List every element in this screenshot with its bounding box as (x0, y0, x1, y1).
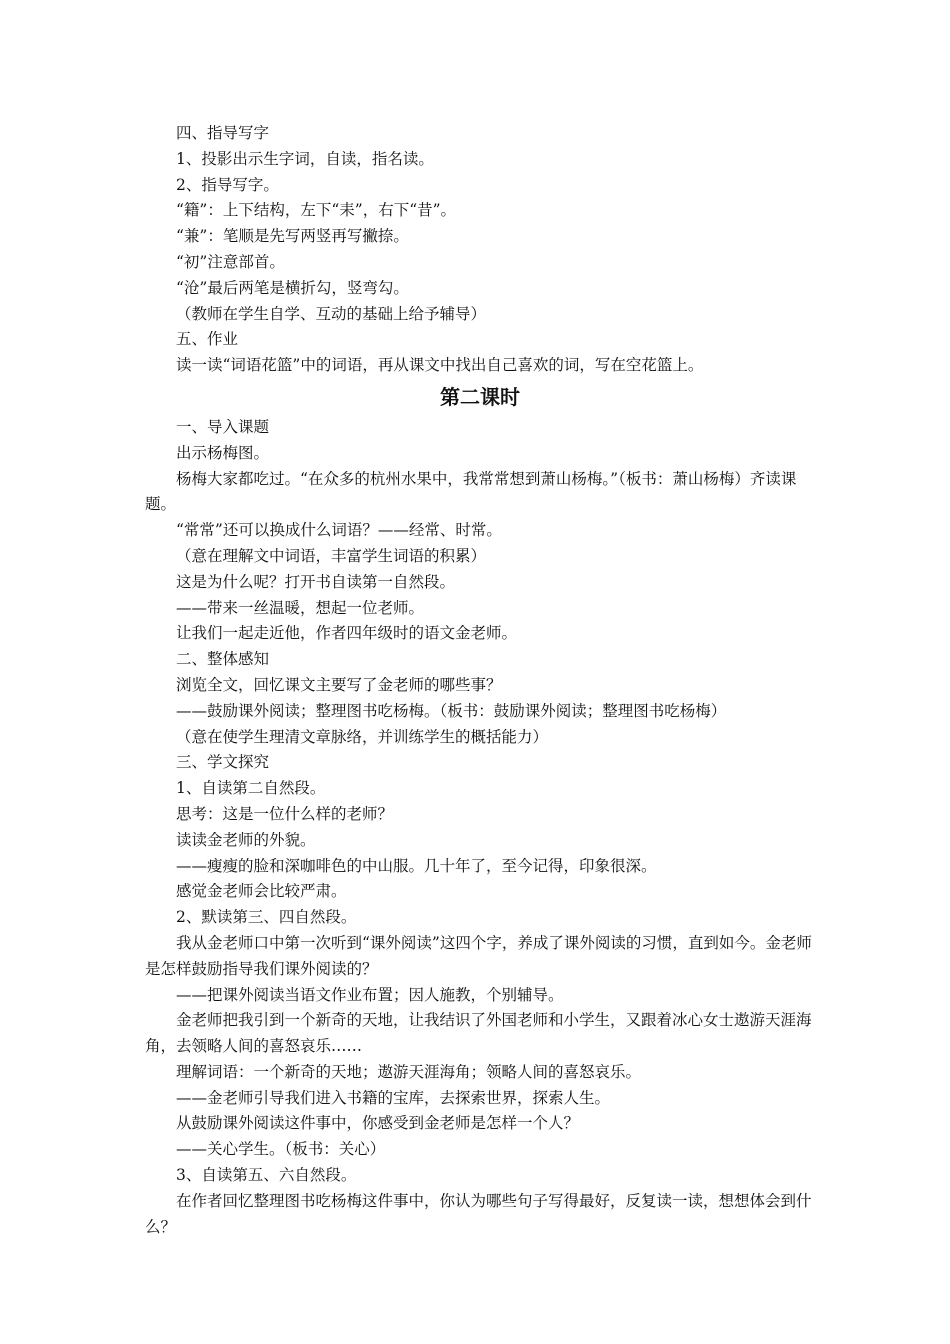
paragraph-line: ——鼓励课外阅读；整理图书吃杨梅。（板书：鼓励课外阅读；整理图书吃杨梅） (176, 701, 727, 720)
paragraph-line: 读读金老师的外貌。 (176, 830, 316, 849)
paragraph-wrapped: 我从金老师口中第一次听到“课外阅读”这四个字，养成了课外阅读的习惯，直到如今。金老师是怎样鼓励指导我们课外阅读的？ (145, 933, 812, 978)
paragraph-line: ——金老师引导我们进入书籍的宝库，去探索世界，探索人生。 (176, 1088, 611, 1107)
paragraph-line: “兼”：笔顺是先写两竖再写撇捺。 (176, 227, 409, 246)
paragraph-line: 出示杨梅图。 (176, 443, 270, 462)
paragraph-line: （意在理解文中词语，丰富学生词语的积累） (176, 546, 487, 565)
paragraph-line: ——带来一丝温暖，想起一位老师。 (176, 598, 425, 617)
paragraph-line: 浏览全文，回忆课文主要写了金老师的哪些事？ (176, 675, 502, 694)
paragraph-line: 1、投影出示生字词，自读，指名读。 (176, 149, 434, 168)
paragraph-line: “常常”还可以换成什么词语？——经常、时常。 (176, 521, 502, 540)
paragraph-line: 2、指导写字。 (176, 175, 279, 194)
paragraph-line: （意在使学生理清文章脉络，并训练学生的概括能力） (176, 727, 549, 746)
paragraph-line: 从鼓励课外阅读这件事中，你感受到金老师是怎样一个人？ (176, 1114, 580, 1133)
paragraph-line: 让我们一起走近他，作者四年级时的语文金老师。 (176, 624, 518, 643)
paragraph-line: ——瘦瘦的脸和深咖啡色的中山服。几十年了，至今记得，印象很深。 (176, 856, 657, 875)
paragraph-line: 理解词语：一个新奇的天地；遨游天涯海角；领略人间的喜怒哀乐。 (176, 1062, 642, 1081)
paragraph-line: ——把课外阅读当语文作业布置；因人施教，个别辅导。 (176, 985, 564, 1004)
section-heading-intro: 一、导入课题 (176, 417, 270, 436)
document-page (145, 121, 815, 1240)
paragraph-line: ——关心学生。（板书：关心） (176, 1140, 386, 1159)
paragraph-line: “沧”最后两笔是横折勾，竖弯勾。 (176, 278, 409, 297)
paragraph-line: 这是为什么呢？打开书自读第一自然段。 (176, 572, 456, 591)
paragraph-line: 1、自读第二自然段。 (176, 779, 326, 798)
paragraph-wrapped: 金老师把我引到一个新奇的天地，让我结识了外国老师和小学生，又跟着冰心女士遨游天涯海角，去领略人间的喜怒哀乐…… (145, 1011, 812, 1056)
section-heading-writing: 四、指导写字 (176, 124, 270, 142)
paragraph-line: 读一读“词语花篮”中的词语，再从课文中找出自己喜欢的词，写在空花篮上。 (176, 356, 704, 375)
paragraph-line: “初”注意部首。 (176, 252, 285, 271)
paragraph-line: （教师在学生自学、互动的基础上给予辅导） (176, 304, 487, 323)
paragraph-line: 3、自读第五、六自然段。 (176, 1166, 357, 1185)
section-heading-study: 三、学文探究 (176, 753, 270, 772)
section-heading-homework: 五、作业 (176, 330, 239, 349)
section-heading-overview: 二、整体感知 (176, 650, 270, 669)
paragraph-wrapped: 杨梅大家都吃过。“在众多的杭州水果中，我常常想到萧山杨梅。”（板书：萧山杨梅）齐读课题。 (145, 469, 797, 514)
lesson-heading: 第二课时 (440, 384, 520, 409)
paragraph-line: “籍”：上下结构，左下“耒”，右下“昔”。 (176, 201, 457, 220)
paragraph-line: 2、默读第三、四自然段。 (176, 908, 357, 927)
paragraph-wrapped: 在作者回忆整理图书吃杨梅这件事中，你认为哪些句子写得最好，反复读一读，想想体会到什么？ (145, 1191, 812, 1236)
paragraph-line: 思考：这是一位什么样的老师？ (176, 804, 394, 823)
paragraph-line: 感觉金老师会比较严肃。 (176, 882, 347, 901)
